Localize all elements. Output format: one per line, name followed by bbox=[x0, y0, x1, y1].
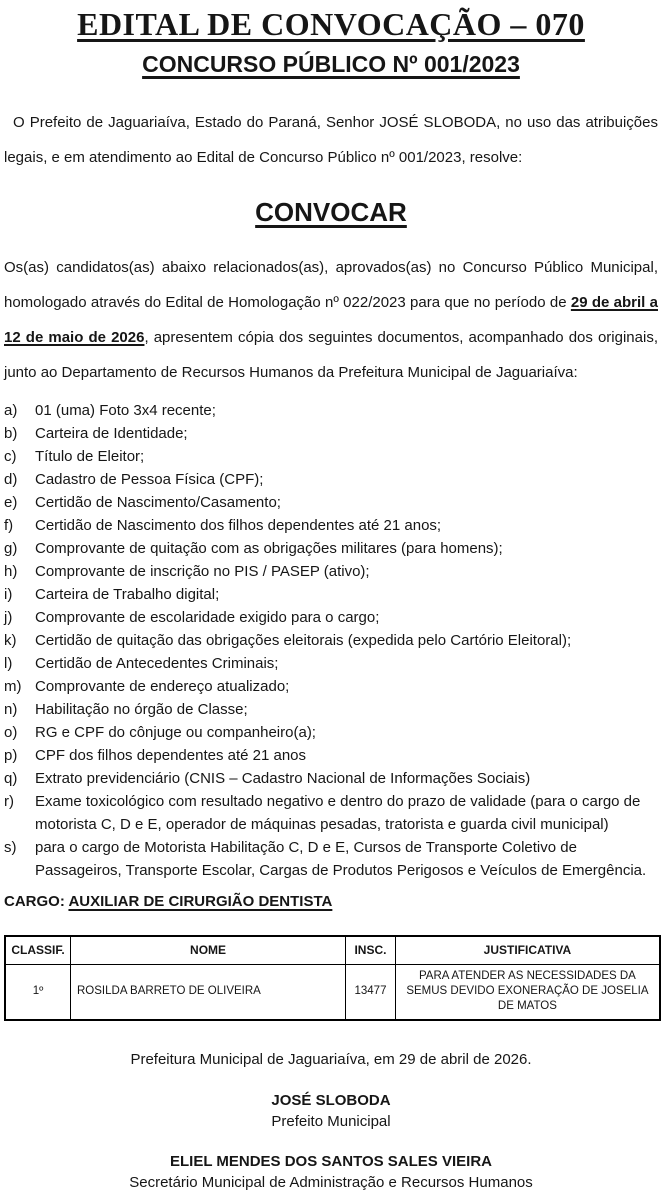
list-item-marker: o) bbox=[4, 724, 18, 741]
list-item-line: Exame toxicológico com resultado negativo e dentro do prazo de validade (para o cargo de bbox=[35, 793, 641, 810]
list-item-m bbox=[4, 675, 658, 698]
list-item-marker: c) bbox=[4, 448, 17, 465]
signature-role: Secretário Municipal de Administração e Recursos Humanos bbox=[129, 1174, 533, 1191]
list-item-r bbox=[4, 790, 658, 836]
list-item-line: Comprovante de escolaridade exigido para o cargo; bbox=[35, 609, 380, 626]
list-item-line: Certidão de quitação das obrigações eleitorais (expedida pelo Cartório Eleitoral); bbox=[35, 632, 572, 649]
list-item-marker: p) bbox=[4, 747, 18, 764]
list-item-text bbox=[35, 767, 658, 790]
list-item-text bbox=[35, 629, 658, 652]
list-item-e bbox=[4, 491, 658, 514]
table-header-insc: INSC. bbox=[346, 936, 396, 964]
table-header-row bbox=[5, 936, 660, 964]
list-item-marker: i) bbox=[4, 586, 13, 603]
list-item-marker: r) bbox=[4, 793, 14, 810]
signature-name: ELIEL MENDES DOS SANTOS SALES VIEIRA bbox=[169, 1153, 492, 1170]
list-item-s bbox=[4, 836, 658, 882]
cargo-line bbox=[4, 891, 658, 912]
list-item-line: Carteira de Identidade; bbox=[35, 425, 188, 442]
list-item-marker: h) bbox=[4, 563, 18, 580]
list-item-marker: j) bbox=[4, 609, 13, 626]
list-item-d bbox=[4, 468, 658, 491]
signature-role: Prefeito Municipal bbox=[271, 1113, 391, 1130]
list-item-l bbox=[4, 652, 658, 675]
signature-block-prefeito bbox=[4, 1091, 658, 1133]
list-item-marker: k) bbox=[4, 632, 17, 649]
list-item-marker: a) bbox=[4, 402, 18, 419]
list-item-marker: g) bbox=[4, 540, 18, 557]
table-header-nome: NOME bbox=[71, 936, 346, 964]
list-item-marker: n) bbox=[4, 701, 18, 718]
cargo-label: CARGO: bbox=[4, 893, 69, 910]
closing-date-line: Prefeitura Municipal de Jaguariaíva, em 29 de abril de 2026. bbox=[130, 1051, 532, 1068]
list-item-marker: f) bbox=[4, 517, 14, 534]
list-item-o bbox=[4, 721, 658, 744]
list-item-text bbox=[35, 514, 658, 537]
list-item-line: motorista C, D e E, operador de máquinas pesadas, tratorista e guarda civil municipal) bbox=[35, 816, 609, 833]
list-item-p bbox=[4, 744, 658, 767]
list-item-line: Certidão de Nascimento/Casamento; bbox=[35, 494, 281, 511]
list-item-marker: m) bbox=[4, 678, 22, 695]
list-item-text bbox=[35, 583, 658, 606]
list-item-h bbox=[4, 560, 658, 583]
list-item-line: Passageiros, Transporte Escolar, Cargas de Produtos Perigosos e Veículos de Emergência. bbox=[35, 862, 647, 879]
list-item-n bbox=[4, 698, 658, 721]
cell-classif: 1º bbox=[5, 964, 71, 1020]
list-item-text bbox=[35, 560, 658, 583]
edital-title-text: EDITAL DE CONVOCAÇÃO – 070 bbox=[77, 6, 585, 42]
list-item-text bbox=[35, 721, 658, 744]
list-item-text bbox=[35, 698, 658, 721]
table-header-justificativa: JUSTIFICATIVA bbox=[395, 936, 660, 964]
list-item-marker: s) bbox=[4, 839, 17, 856]
list-item-line: 01 (uma) Foto 3x4 recente; bbox=[35, 402, 216, 419]
table-row bbox=[5, 964, 660, 1020]
list-item-text bbox=[35, 836, 658, 882]
list-item-line: Comprovante de inscrição no PIS / PASEP (ativo); bbox=[35, 563, 370, 580]
intro-paragraph: O Prefeito de Jaguariaíva, Estado do Paraná, Senhor JOSÉ SLOBODA, no uso das atribuições legais, e em atendimento ao Edital de Concurso Público nº 001/2023, resolve: bbox=[4, 114, 658, 166]
list-item-line: Comprovante de quitação com as obrigações militares (para homens); bbox=[35, 540, 503, 557]
list-item-marker: q) bbox=[4, 770, 18, 787]
list-item-i bbox=[4, 583, 658, 606]
concurso-subtitle-text: CONCURSO PÚBLICO Nº 001/2023 bbox=[142, 51, 520, 77]
list-item-line: CPF dos filhos dependentes até 21 anos bbox=[35, 747, 307, 764]
cell-nome: ROSILDA BARRETO DE OLIVEIRA bbox=[71, 964, 346, 1020]
list-item-line: Cadastro de Pessoa Física (CPF); bbox=[35, 471, 264, 488]
signature-name: JOSÉ SLOBODA bbox=[271, 1092, 391, 1109]
candidates-table bbox=[4, 935, 661, 1021]
list-item-text bbox=[35, 422, 658, 445]
list-item-marker: e) bbox=[4, 494, 18, 511]
list-item-marker: b) bbox=[4, 425, 18, 442]
table-header-classif: CLASSIF. bbox=[5, 936, 71, 964]
list-item-line: Certidão de Antecedentes Criminais; bbox=[35, 655, 279, 672]
list-item-text bbox=[35, 537, 658, 560]
list-item-line: Comprovante de endereço atualizado; bbox=[35, 678, 290, 695]
concurso-subtitle bbox=[4, 49, 658, 79]
convocar-heading-text: CONVOCAR bbox=[255, 197, 407, 227]
list-item-line: Carteira de Trabalho digital; bbox=[35, 586, 220, 603]
list-item-k bbox=[4, 629, 658, 652]
list-item-text bbox=[35, 744, 658, 767]
list-item-line: RG e CPF do cônjuge ou companheiro(a); bbox=[35, 724, 316, 741]
list-item-line: para o cargo de Motorista Habilitação C, D e E, Cursos de Transporte Coletivo de bbox=[35, 839, 577, 856]
list-item-line: Título de Eleitor; bbox=[35, 448, 145, 465]
list-item-marker: l) bbox=[4, 655, 13, 672]
list-item-c bbox=[4, 445, 658, 468]
list-item-text bbox=[35, 399, 658, 422]
cargo-value: AUXILIAR DE CIRURGIÃO DENTISTA bbox=[68, 893, 333, 910]
list-item-a bbox=[4, 399, 658, 422]
convocation-period-highlight: 29 de abril a 12 de maio de 2026 bbox=[4, 294, 658, 346]
cell-justificativa: PARA ATENDER AS NECESSIDADES DA SEMUS DEVIDO EXONERAÇÃO DE JOSELIA DE MATOS bbox=[395, 964, 660, 1020]
list-item-text bbox=[35, 606, 658, 629]
edital-title bbox=[4, 4, 658, 44]
convocation-paragraph bbox=[4, 250, 658, 390]
list-item-f bbox=[4, 514, 658, 537]
convocation-part2: , apresentem cópia dos seguintes documentos, acompanhado dos originais, junto ao Departamento de Recursos Humanos da Prefeitura Municipal de Jaguariaíva: bbox=[4, 329, 658, 381]
cell-insc: 13477 bbox=[346, 964, 396, 1020]
list-item-text bbox=[35, 491, 658, 514]
list-item-text bbox=[35, 675, 658, 698]
convocation-part1: Os(as) candidatos(as) abaixo relacionados(as), aprovados(as) no Concurso Público Municipal, homologado através do Edital de Homologação nº 022/2023 para que no período de bbox=[4, 259, 658, 311]
list-item-j bbox=[4, 606, 658, 629]
list-item-line: Extrato previdenciário (CNIS – Cadastro Nacional de Informações Sociais) bbox=[35, 770, 531, 787]
list-item-g bbox=[4, 537, 658, 560]
list-item-text bbox=[35, 790, 658, 836]
list-item-text bbox=[35, 468, 658, 491]
list-item-b bbox=[4, 422, 658, 445]
list-item-line: Certidão de Nascimento dos filhos dependentes até 21 anos; bbox=[35, 517, 442, 534]
list-item-line: Habilitação no órgão de Classe; bbox=[35, 701, 248, 718]
convocar-heading bbox=[4, 196, 658, 228]
signature-block-secretario bbox=[4, 1152, 658, 1194]
documents-list bbox=[4, 399, 658, 882]
list-item-q bbox=[4, 767, 658, 790]
list-item-marker: d) bbox=[4, 471, 18, 488]
list-item-text bbox=[35, 652, 658, 675]
list-item-text bbox=[35, 445, 658, 468]
